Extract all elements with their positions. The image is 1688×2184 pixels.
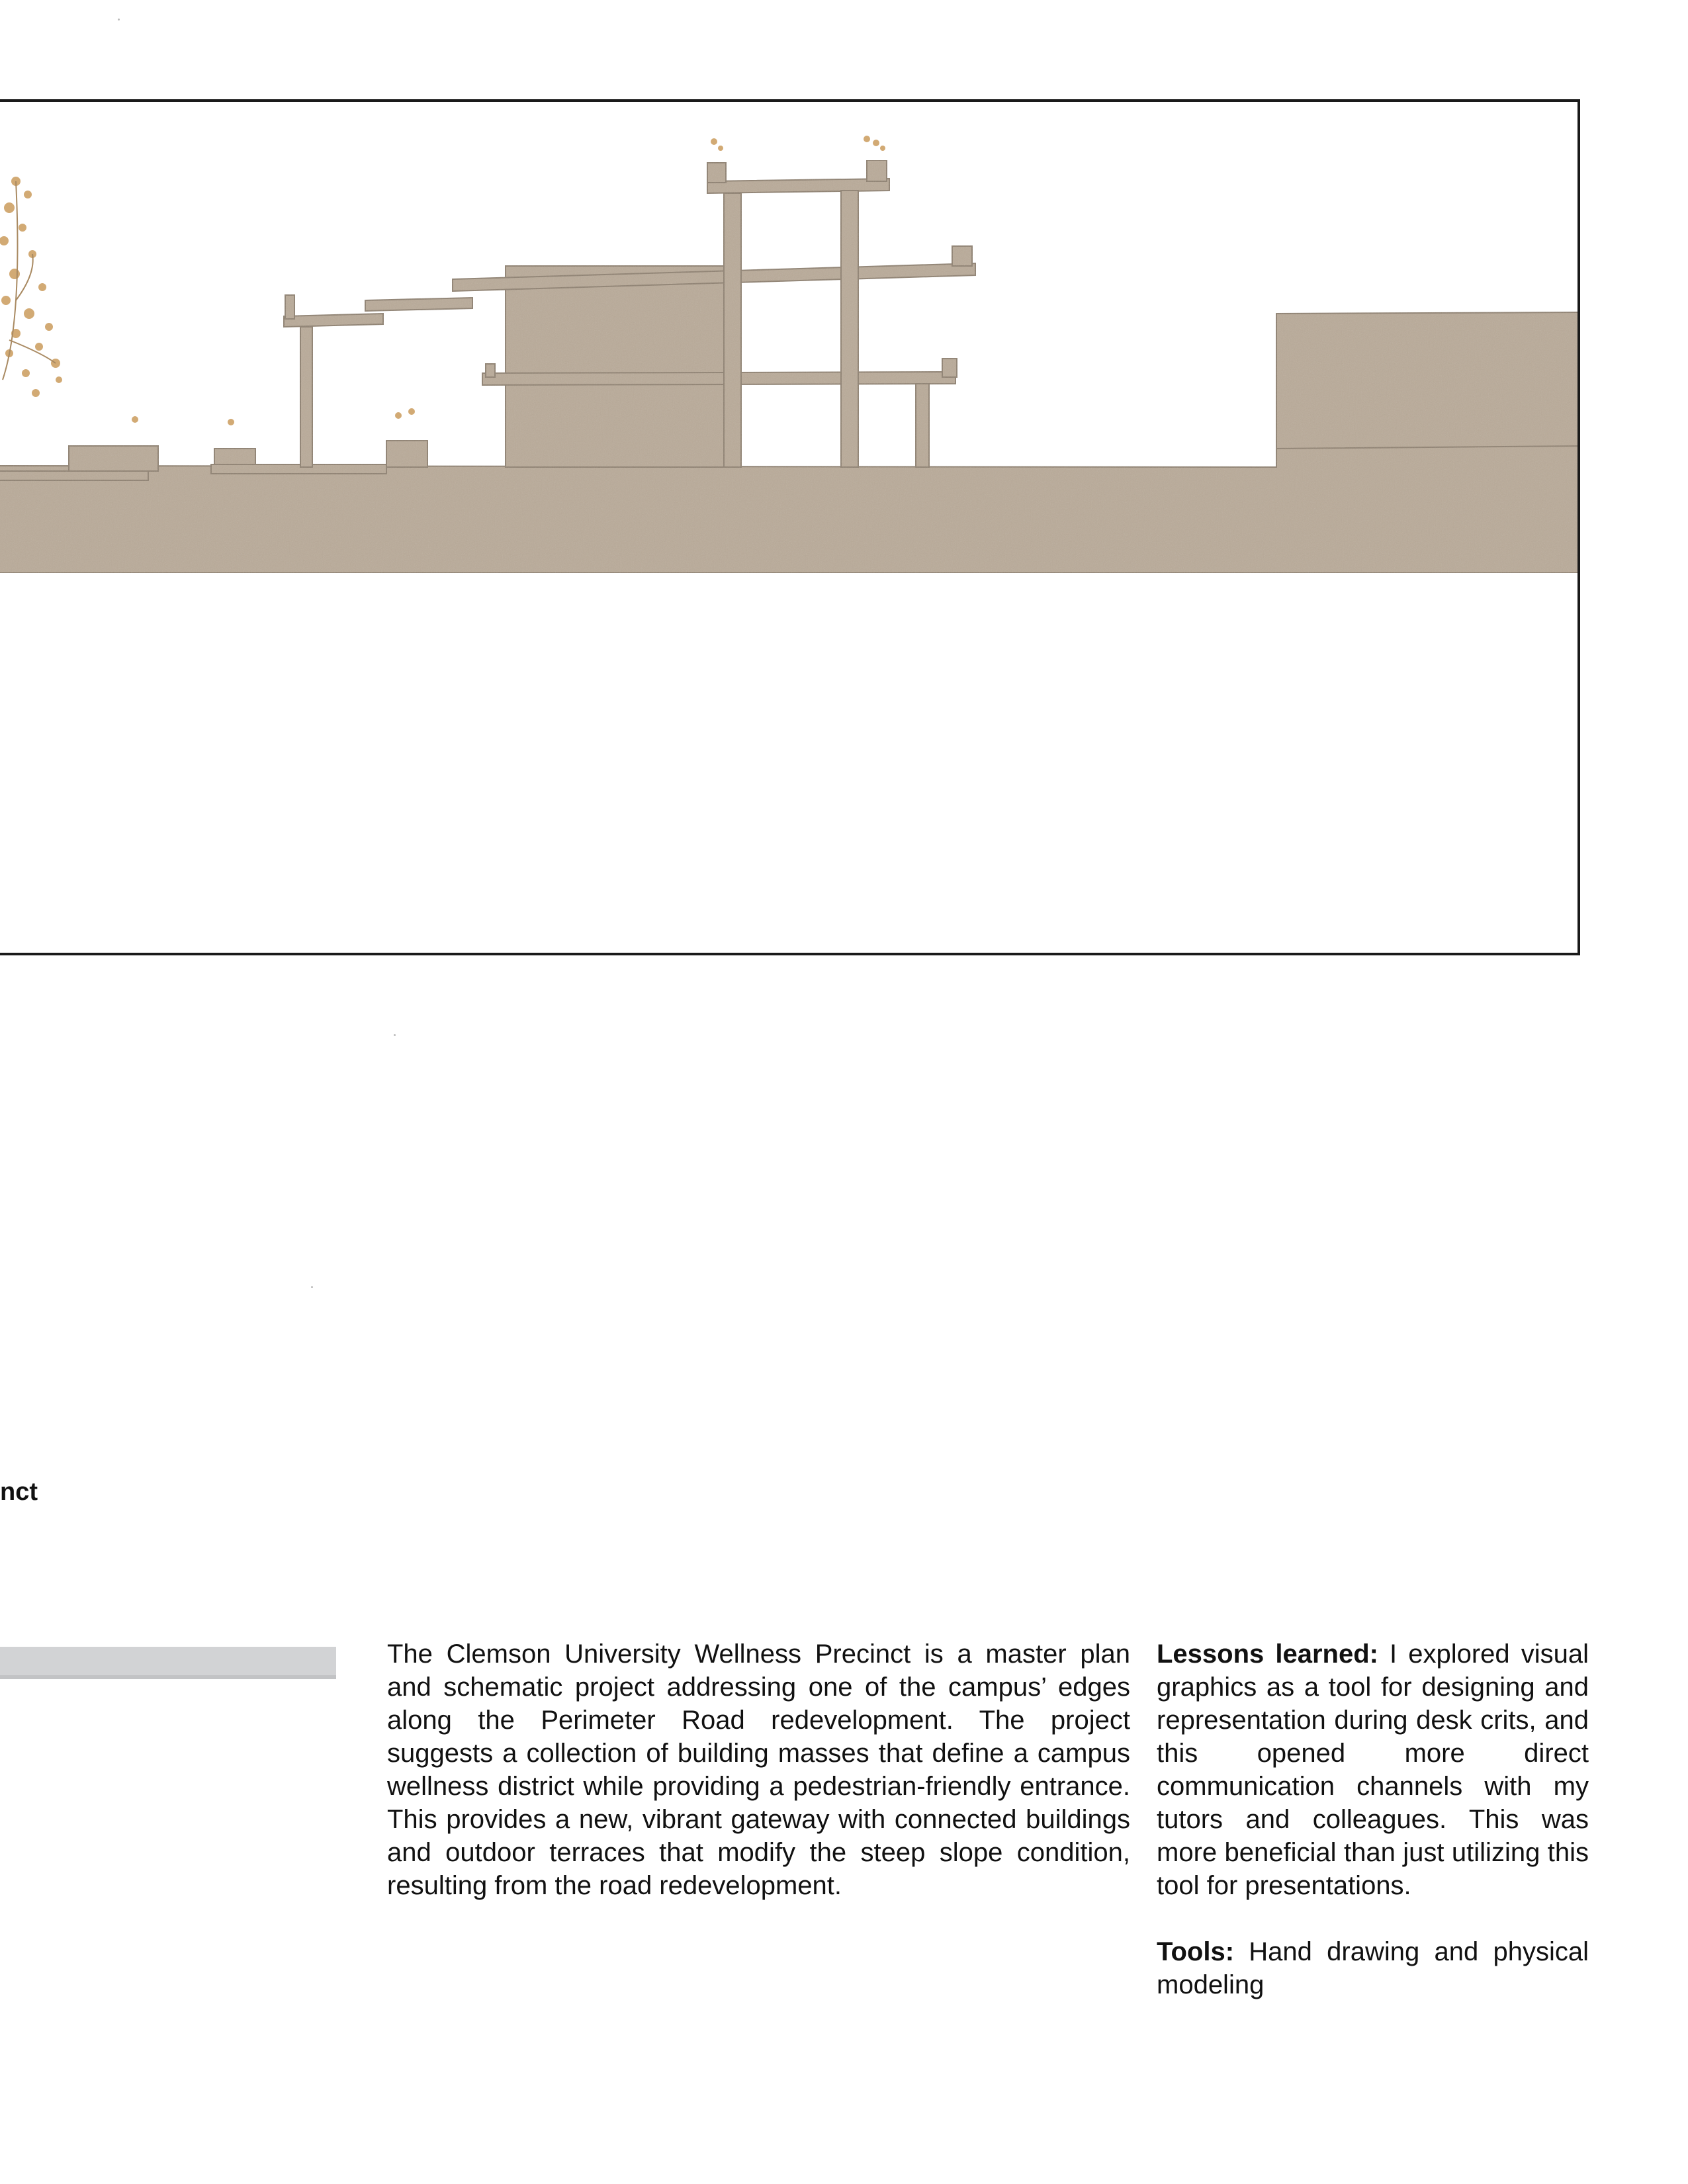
lessons-learned-paragraph xyxy=(1157,1638,1589,1902)
tools-text: Hand drawing and physical modeling xyxy=(1157,1937,1589,1999)
lessons-learned-text: I explored visual graphics as a tool for designing and representation during desk crits, and this opened more direct communication channels with my tutors and colleagues. This was more beneficial than just utilizing this tool for presentations. xyxy=(1157,1639,1589,1900)
tools-paragraph xyxy=(1157,1935,1589,2001)
project-description-column xyxy=(387,1638,1130,1902)
tools-label: Tools: xyxy=(1157,1937,1235,1966)
model-image-frame xyxy=(0,99,1580,955)
project-description: The Clemson University Wellness Precinct is a master plan and schematic project addressing one of the campus’ edges along the Perimeter Road redevelopment. The project suggests a collection of building masses that define a campus wellness district while providing a pedestrian-friendly entrance. This provides a new, vibrant gateway with connected buildings and outdoor terraces that modify the steep slope condition, resulting from the road redevelopment. xyxy=(387,1639,1130,1900)
notes-column xyxy=(1157,1638,1589,2001)
project-title-fragment: nct xyxy=(0,1478,38,1506)
lessons-learned-label: Lessons learned: xyxy=(1157,1639,1378,1669)
gray-bar xyxy=(0,1647,336,1679)
model-section-photo xyxy=(0,102,1580,955)
gray-bar-underline xyxy=(0,1675,336,1679)
